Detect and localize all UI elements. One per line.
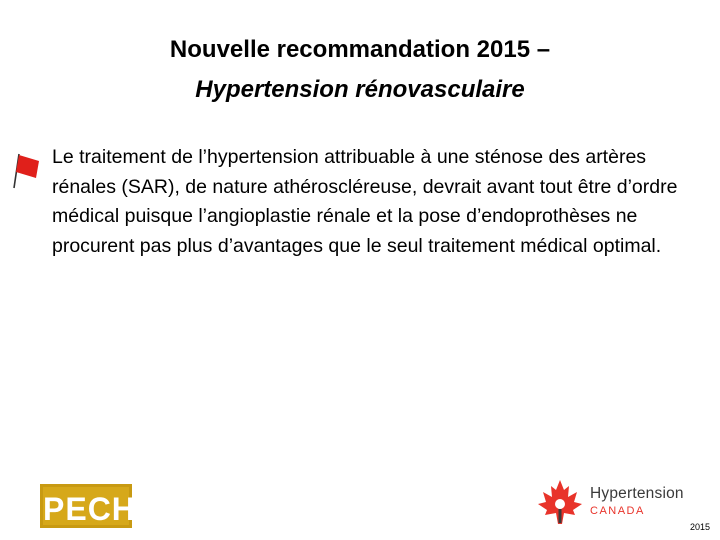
logo-word-hypertension: Hypertension bbox=[590, 485, 684, 502]
red-flag-icon bbox=[12, 150, 42, 192]
hypertension-canada-logo bbox=[535, 477, 695, 529]
recommendation-text: Le traitement de l’hypertension attribuable à une sténose des artères rénales (SAR), de nature athéroscléreuse, devrait avant tout être d’ordre médical puisque l’angioplastie rénale et la pose d’endoprothèses ne procurent pas plus d’avantages que le seul traitement médical optimal. bbox=[52, 146, 678, 257]
year-label: 2015 bbox=[689, 522, 710, 532]
maple-leaf-icon bbox=[535, 477, 585, 529]
logo-word-canada: CANADA bbox=[590, 505, 645, 517]
slide-title bbox=[0, 30, 720, 110]
title-line-2: Hypertension rénovasculaire bbox=[195, 76, 525, 103]
title-line-1: Nouvelle recommandation 2015 – bbox=[169, 36, 551, 63]
pech-logo: PECH bbox=[40, 484, 132, 528]
